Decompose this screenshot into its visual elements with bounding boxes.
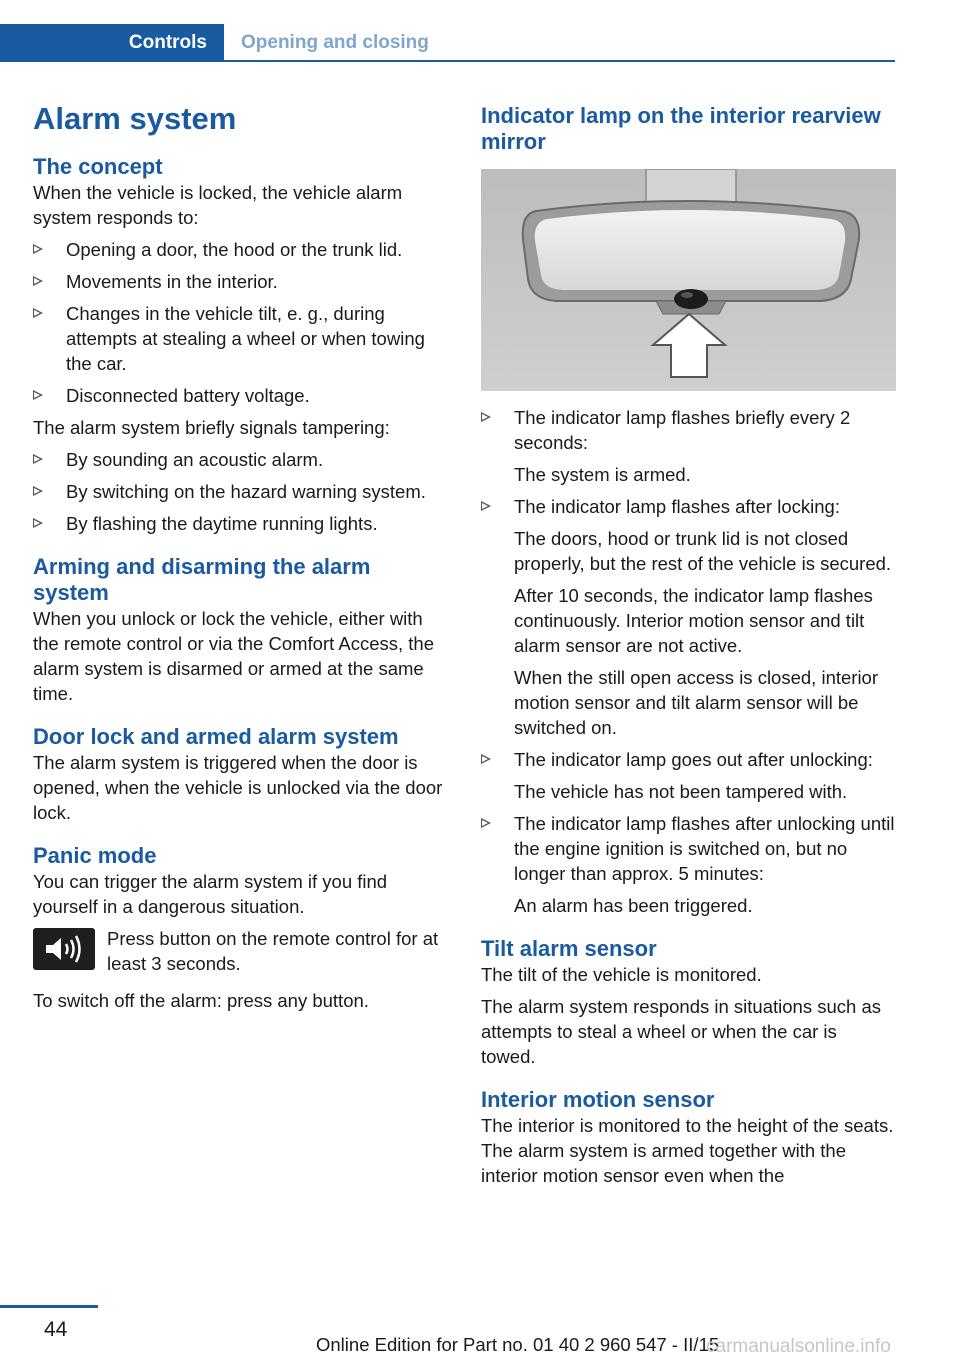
- tilt-text-2: The alarm system responds in situations such as attempts to steal a wheel or when the car is towed.: [481, 996, 881, 1067]
- arming-text: When you unlock or lock the vehicle, either with the remote control or via the Comfort Access, the alarm system is disarmed or armed at the same time.: [33, 608, 435, 704]
- list-item: By switching on the hazard warning system.: [33, 479, 448, 504]
- triangle-bullet-icon: [33, 244, 43, 254]
- list-item: Disconnected battery voltage.: [33, 383, 448, 408]
- section-tab-controls: Controls: [0, 24, 224, 62]
- edition-text: Online Edition for Part no. 01 40 2 960 547 - II/15: [316, 1334, 720, 1355]
- list-item: By flashing the daytime running lights.: [33, 511, 448, 536]
- triangle-bullet-icon: [481, 818, 491, 828]
- list-item: By sounding an acoustic alarm.: [33, 447, 448, 472]
- watermark-text: carmanualsonline.info: [706, 1336, 891, 1357]
- concept-intro: When the vehicle is locked, the vehicle alarm system responds to:: [33, 182, 403, 228]
- page-header: [0, 24, 895, 62]
- signals-intro: The alarm system briefly signals tampering:: [33, 417, 390, 438]
- triangle-bullet-icon: [33, 308, 43, 318]
- triangle-bullet-icon: [481, 754, 491, 764]
- list-item: The indicator lamp flashes briefly every 2 seconds: The system is armed.: [481, 405, 896, 487]
- panic-button-text: Press button on the remote control for at least 3 seconds.: [107, 928, 439, 974]
- door-lock-text: The alarm system is triggered when the door is opened, when the vehicle is unlocked via the door lock.: [33, 752, 443, 823]
- concept-heading: The concept: [33, 154, 163, 179]
- triangle-bullet-icon: [33, 276, 43, 286]
- section-tab-opening-closing: Opening and closing: [241, 32, 429, 53]
- motion-text: The interior is monitored to the height of the seats. The alarm system is armed together with the interior motion sensor even when the: [481, 1115, 894, 1186]
- rearview-mirror-image: [481, 169, 896, 391]
- list-item: Movements in the interior.: [33, 269, 448, 294]
- list-item: The indicator lamp goes out after unlocking: The vehicle has not been tampered with.: [481, 747, 896, 804]
- right-column: [481, 103, 896, 1195]
- signals-list: [33, 447, 448, 536]
- list-item: Opening a door, the hood or the trunk lid.: [33, 237, 448, 262]
- concept-list: [33, 237, 448, 408]
- list-item: The indicator lamp flashes after unlocking until the engine ignition is switched on, but no longer than approx. 5 minutes: An alarm has been triggered.: [481, 811, 896, 918]
- tilt-heading: Tilt alarm sensor: [481, 936, 657, 961]
- tilt-text-1: The tilt of the vehicle is monitored.: [481, 964, 762, 985]
- list-item: The indicator lamp flashes after locking: The doors, hood or trunk lid is not closed properly, but the rest of the vehicle is secured. After 10 seconds, the indicator lamp flashes continuously. Interior motion sensor and tilt alarm sensor are not active. When the still open access is closed, interior motion sensor and tilt alarm sensor will be switched on.: [481, 494, 896, 740]
- left-column: [33, 100, 448, 1020]
- triangle-bullet-icon: [33, 454, 43, 464]
- triangle-bullet-icon: [33, 518, 43, 528]
- triangle-bullet-icon: [481, 501, 491, 511]
- triangle-bullet-icon: [33, 390, 43, 400]
- motion-heading: Interior motion sensor: [481, 1087, 715, 1112]
- indicator-heading: Indicator lamp on the interior rearview mirror: [481, 103, 881, 154]
- triangle-bullet-icon: [33, 486, 43, 496]
- panic-button-row: [33, 926, 448, 976]
- panic-switch-off: To switch off the alarm: press any button.: [33, 990, 369, 1011]
- indicator-list: [481, 405, 896, 918]
- speaker-icon: [33, 928, 95, 970]
- arming-heading: Arming and disarming the alarm system: [33, 554, 371, 605]
- triangle-bullet-icon: [481, 412, 491, 422]
- header-rule: [224, 60, 895, 62]
- door-lock-heading: Door lock and armed alarm system: [33, 724, 399, 749]
- page-title: Alarm system: [33, 101, 237, 136]
- footer-rule: [0, 1305, 98, 1308]
- page-number: 44: [44, 1318, 68, 1341]
- panic-text: You can trigger the alarm system if you find yourself in a dangerous situation.: [33, 871, 388, 917]
- list-item: Changes in the vehicle tilt, e. g., during attempts at stealing a wheel or when towing the car.: [33, 301, 448, 376]
- panic-heading: Panic mode: [33, 843, 157, 868]
